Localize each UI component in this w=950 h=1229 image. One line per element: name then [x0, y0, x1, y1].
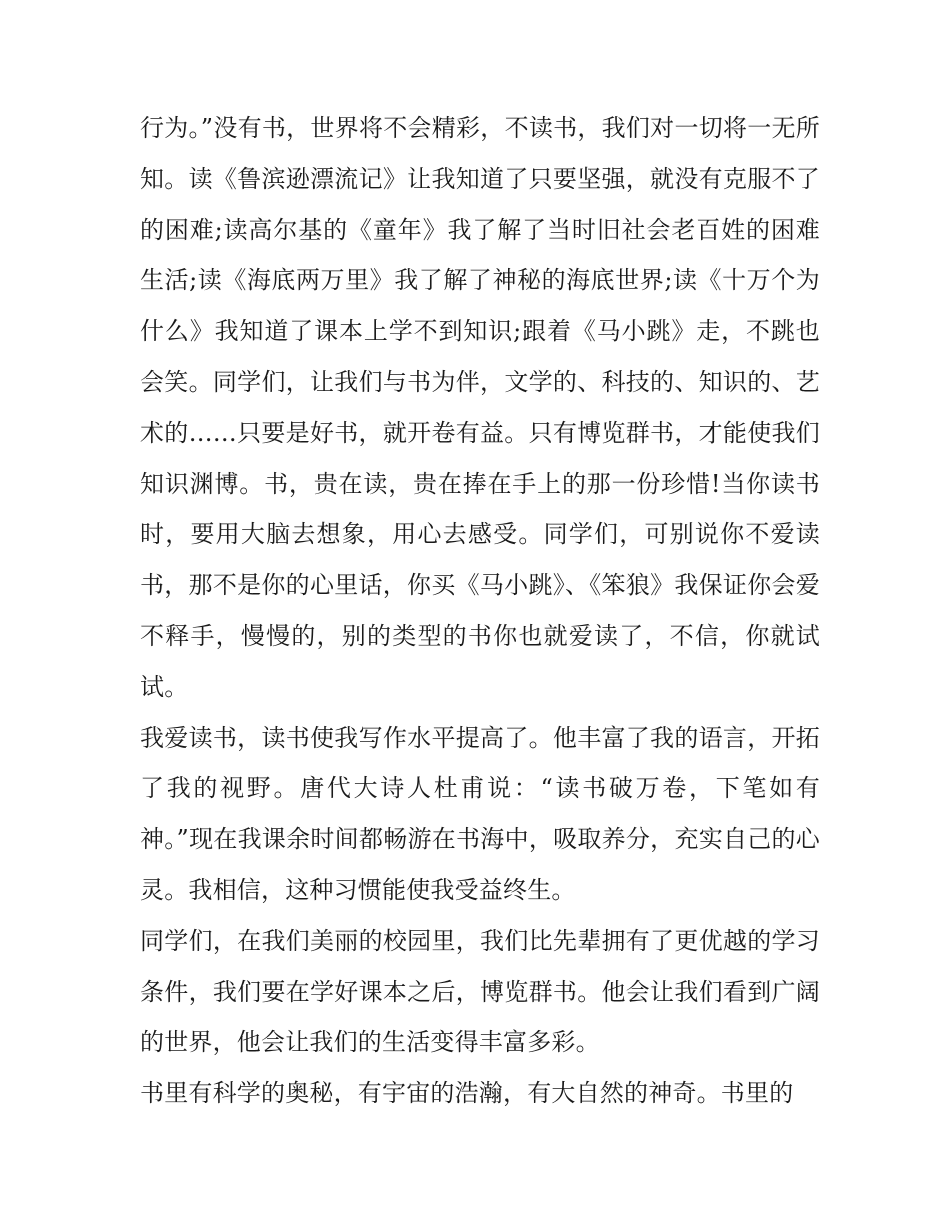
paragraph-2: 我爱读书，读书使我写作水平提高了。他丰富了我的语言，开拓了我的视野。唐代大诗人杜甫说：“读书破万卷，下笔如有神。”现在我课余时间都畅游在书海中，吸取养分，充实自己的心灵。我相信，这种习惯能使我受益终生。 — [140, 723, 820, 904]
paragraph-1: 行为。”没有书，世界将不会精彩，不读书，我们对一切将一无所知。读《鲁滨逊漂流记》让我知道了只要坚强，就没有克服不了的困难;读高尔基的《童年》我了解了当时旧社会老百姓的困难生活;读《海底两万里》我了解了神秘的海底世界;读《十万个为什么》我知道了课本上学不到知识;跟着《马小跳》走，不跳也会笑。同学们，让我们与书为伴，文学的、科技的、知识的、艺术的……只要是好书，就开卷有益。只有博览群书，才能使我们知识渊博。书，贵在读，贵在捧在手上的那一份珍惜!当你读书时，要用大脑去想象，用心去感受。同学们，可别说你不爱读书，那不是你的心里话，你买《马小跳》、《笨狼》我保证你会爱不释手，慢慢的，别的类型的书你也就爱读了，不信，你就试试。 — [140, 114, 820, 701]
paragraph-3: 同学们，在我们美丽的校园里，我们比先辈拥有了更优越的学习条件，我们要在学好课本之后，博览群书。他会让我们看到广阔的世界，他会让我们的生活变得丰富多彩。 — [140, 926, 820, 1057]
paragraph-4: 书里有科学的奥秘，有宇宙的浩瀚，有大自然的神奇。书里的 — [140, 1079, 794, 1108]
body-text — [140, 103, 820, 1119]
